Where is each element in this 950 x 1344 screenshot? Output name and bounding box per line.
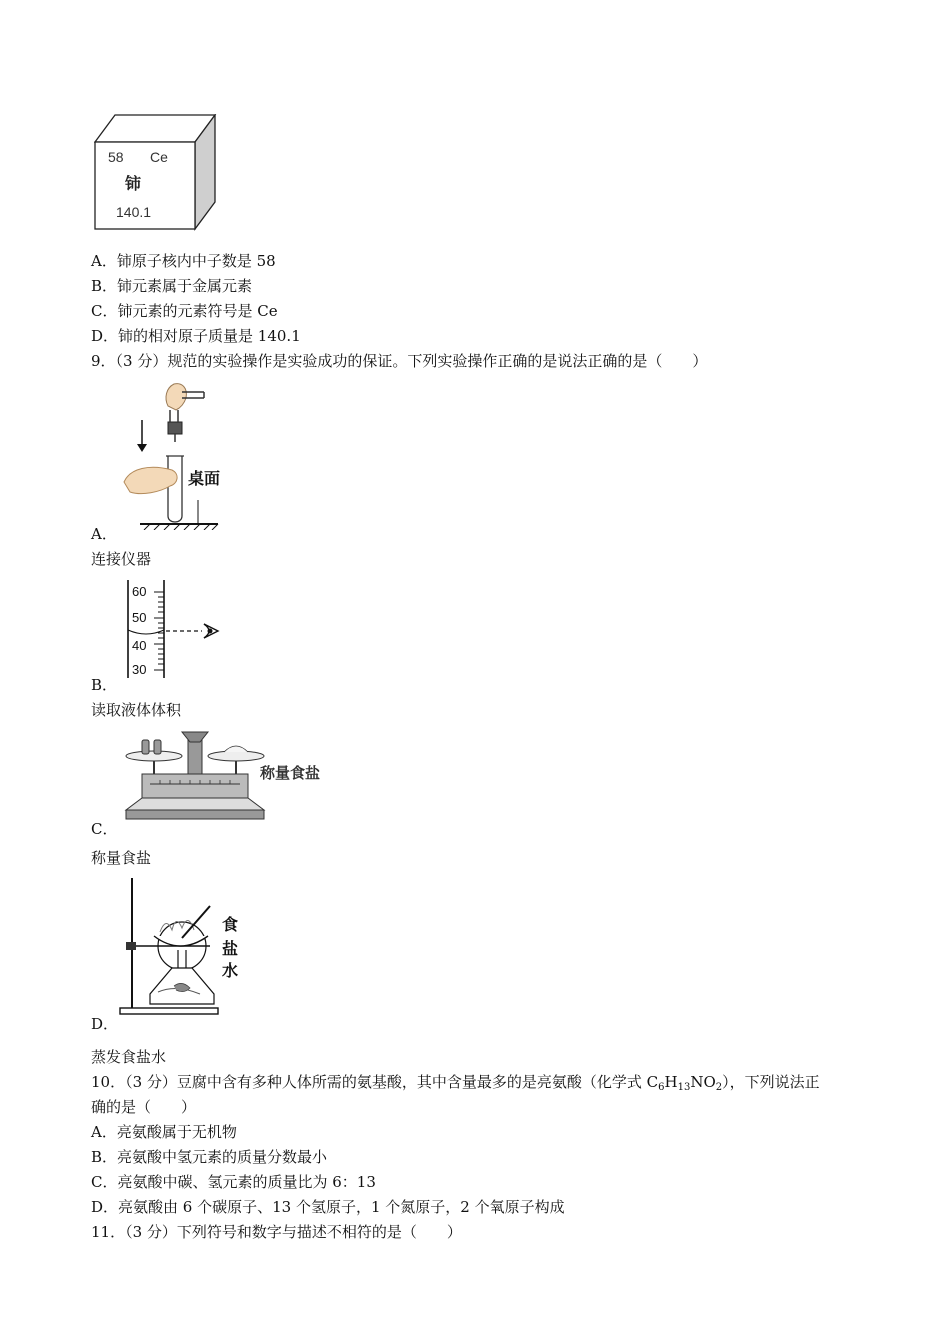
- q8-option-d: D．铈的相对原子质量是 140.1: [91, 327, 301, 345]
- element-card-figure: [94, 114, 218, 232]
- q9-stem: 9．（3 分）规范的实验操作是实验成功的保证。下列实验操作正确的是说法正确的是（ ）: [91, 352, 708, 370]
- tick-40: 40: [132, 638, 147, 653]
- element-mass: 140.1: [116, 204, 152, 220]
- q8-option-a: A．铈原子核内中子数是 58: [91, 252, 276, 270]
- q9-option-b-letter: B．: [91, 676, 118, 694]
- brine-label-3: 水: [222, 961, 239, 980]
- q10-stem-prefix: 10．（3 分）豆腐中含有多种人体所需的氨基酸，其中含量最多的是亮氨酸（化学式 C: [91, 1073, 659, 1091]
- table-label: 桌面: [188, 469, 221, 488]
- formula-h-sub: 13: [677, 1082, 691, 1093]
- element-number: 58: [108, 149, 124, 165]
- q10-option-d: D．亮氨酸由 6 个碳原子、13 个氢原子，1 个氮原子，2 个氧原子构成: [91, 1198, 565, 1216]
- formula-no: NO: [690, 1073, 716, 1091]
- q10-stem-suffix: ），下列说法正: [722, 1073, 820, 1091]
- q8-option-b: B．铈元素属于金属元素: [91, 277, 253, 295]
- q9-option-a-caption: 连接仪器: [91, 550, 152, 568]
- q9-option-b-caption: 读取液体体积: [91, 701, 182, 719]
- q10-option-c: C．亮氨酸中碳、氢元素的质量比为 6：13: [91, 1173, 376, 1191]
- q9-option-c-caption: 称量食盐: [91, 849, 152, 867]
- figure-weigh-salt: [120, 728, 340, 822]
- formula-o-sub: 2: [715, 1082, 723, 1093]
- brine-label-1: 食: [222, 915, 239, 934]
- element-name: 铈: [125, 174, 142, 193]
- q11-stem: 11．（3 分）下列符号和数字与描述不相符的是（ ）: [91, 1223, 462, 1241]
- q9-option-a-letter: A．: [91, 525, 117, 543]
- formula-h: H: [664, 1073, 678, 1091]
- tick-60: 60: [132, 584, 147, 599]
- brine-label-2: 盐: [222, 939, 239, 958]
- q10-stem-line2: 确的是（ ）: [91, 1098, 197, 1116]
- q9-option-c-letter: C．: [91, 820, 118, 838]
- element-symbol: Ce: [150, 149, 168, 165]
- figure-read-volume: [122, 578, 228, 680]
- q8-option-c: C．铈元素的元素符号是 Ce: [91, 302, 278, 320]
- q9-option-d-caption: 蒸发食盐水: [91, 1048, 167, 1066]
- figure-evaporate-brine: [118, 876, 248, 1016]
- q9-option-d-letter: D．: [91, 1015, 119, 1033]
- q10-stem: [91, 1072, 820, 1092]
- figure-connect-apparatus: [120, 378, 230, 530]
- q10-option-a: A．亮氨酸属于无机物: [91, 1123, 237, 1141]
- tick-50: 50: [132, 610, 147, 625]
- balance-label: 称量食盐: [260, 764, 321, 782]
- tick-30: 30: [132, 662, 147, 677]
- formula-c-sub: 6: [658, 1082, 665, 1093]
- q10-option-b: B．亮氨酸中氢元素的质量分数最小: [91, 1148, 328, 1166]
